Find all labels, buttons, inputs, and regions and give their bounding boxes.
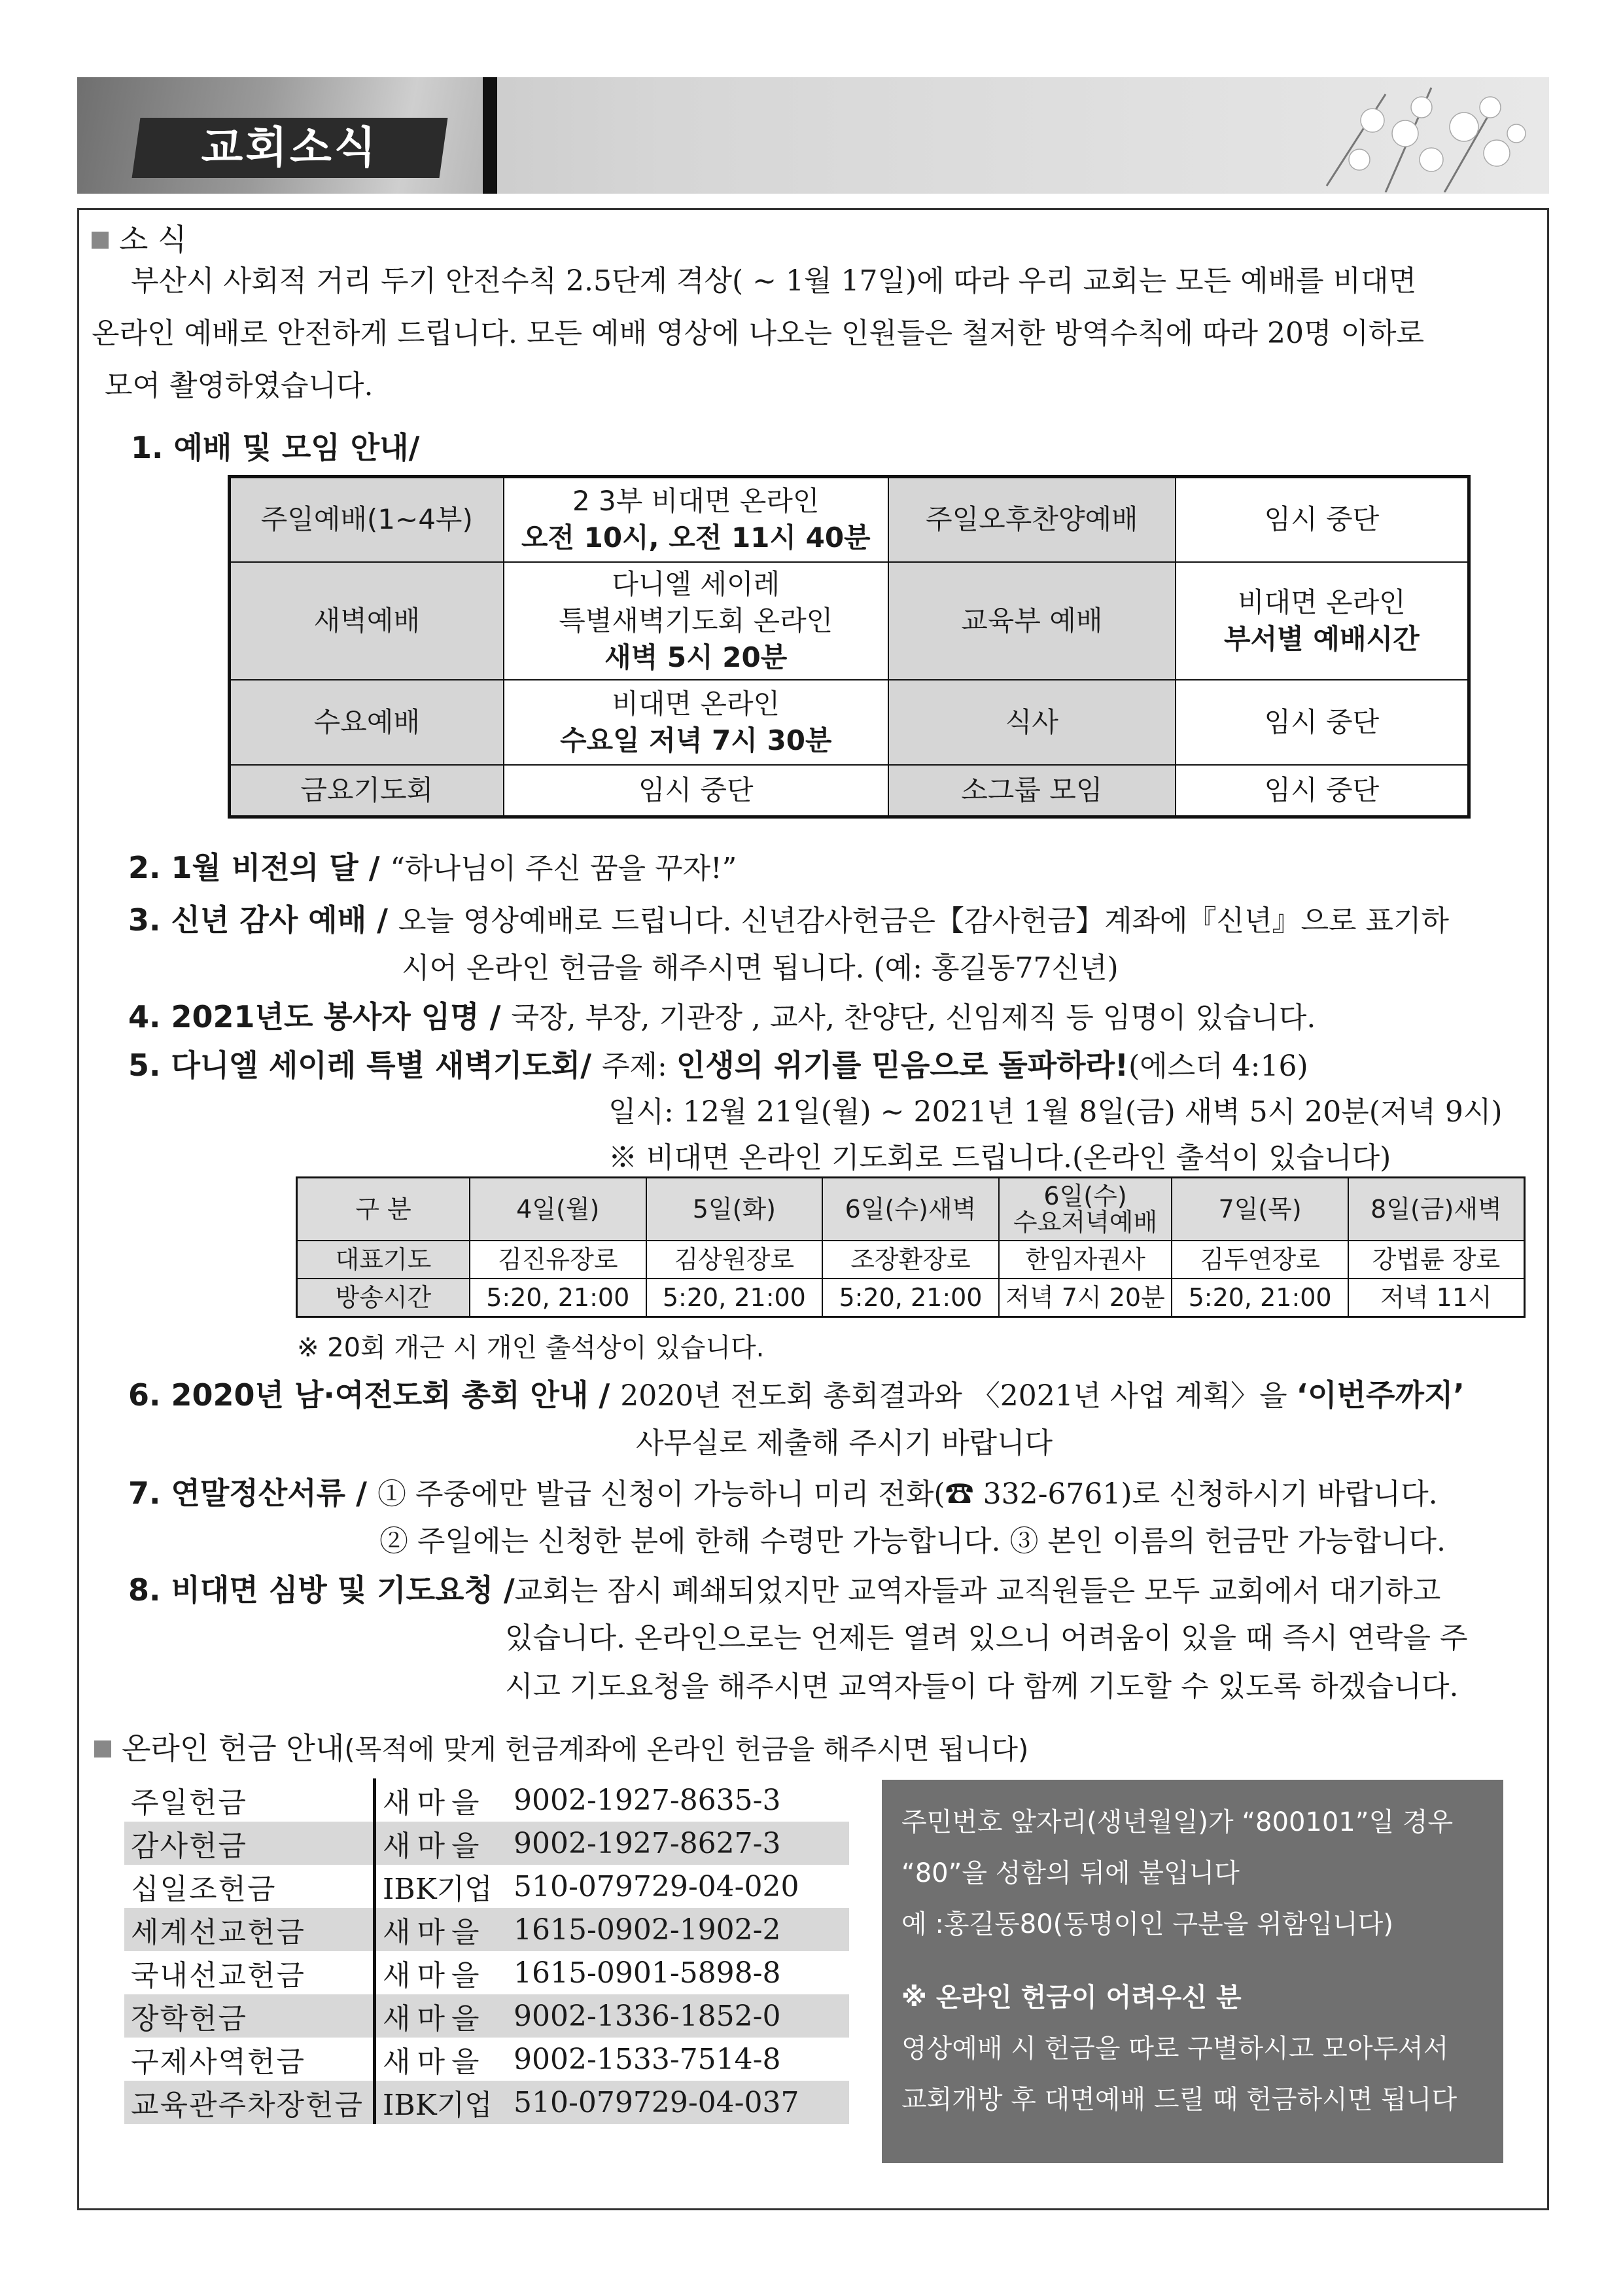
dawn-prayer-table [296,1176,1526,1318]
note-bold-line: ※ 온라인 헌금이 어려우신 분 [901,1983,1242,2013]
giving-account-row [124,1822,849,1865]
schedule-value-cell [1176,477,1469,562]
section-5-theme-ref: (에스더 4:16) [1128,1050,1308,1083]
dawn-cell [822,1279,999,1317]
dawn-cell-text: 5일(화) [692,1195,776,1224]
dawn-cell-text: 김상원장로 [674,1245,795,1274]
section-4-title: 4. 2021년도 봉사자 임명 / [128,999,512,1034]
dawn-cell-text: 5:20, 21:00 [839,1283,983,1312]
schedule-value-cell [1176,680,1469,765]
giving-accounts-table [124,1778,850,2124]
section-7-text-2: ② 주일에는 신청한 분에 한해 수령만 가능합니다. ③ 본인 이름의 헌금만 가능합니다. [379,1525,1446,1558]
schedule-row [230,562,1469,680]
section-5-date: 일시: 12월 21일(월) ~ 2021년 1월 8일(금) 새벽 5시 20분(저녁 9시) [608,1095,1503,1129]
account-bank: 새마을 [383,2045,486,2079]
schedule-value-cell [504,680,888,765]
dawn-cell [999,1279,1172,1317]
schedule-value-cell [1176,765,1469,817]
news-line-2: 온라인 예배로 안전하게 드립니다. 모든 예배 영상에 나오는 인원들은 철저한 방역수칙에 따라 20명 이하로 [92,317,1424,350]
section-2 [128,844,737,892]
section-6-title: 6. 2020년 남·여전도회 총회 안내 / [128,1377,621,1413]
news-heading: 소 식 [119,222,187,257]
header-title: 교회소식 [201,122,379,173]
cell-text: 2 3부 비대면 온라인 [572,485,820,518]
schedule-value-cell [504,562,888,680]
cell-text: 임시 중단 [1264,773,1380,806]
section-8-text-3: 시고 기도요청을 해주시면 교역자들이 다 함께 기도할 수 있도록 하겠습니다. [505,1670,1459,1703]
account-bank: 새마을 [375,1822,508,1865]
account-number: 510-079729-04-020 [514,1869,799,1903]
header-divider-bar [483,77,497,194]
note-line-1: 주민번호 앞자리(생년월일)가 “800101”일 경우 [901,1807,1454,1837]
schedule-label-cell [230,765,504,817]
giving-account-row [124,1908,849,1951]
schedule-label-cell [888,765,1176,817]
dawn-cell-text: 저녁 11시 [1380,1283,1492,1312]
dawn-cell [297,1178,470,1241]
section-2-title: 2. 1월 비전의 달 / [128,850,391,885]
dawn-cell-text: 대표기도 [335,1245,432,1274]
dawn-row [297,1279,1525,1317]
dawn-cell [822,1178,999,1241]
section-3-title: 3. 신년 감사 예배 / [128,902,398,938]
note-line-3: 예 :홍길동80(동명이인 구분을 위함입니다) [901,1909,1393,1939]
cell-text: 비대면 온라인 [1237,586,1406,618]
dawn-cell-text: 한임자권사 [1025,1245,1145,1274]
dawn-cell [1348,1241,1525,1279]
cell-bold-text: 새벽 5시 20분 [604,641,788,673]
dawn-cell [1172,1241,1348,1279]
cell-text: 주일예배(1~4부) [260,503,473,536]
dawn-cell [999,1241,1172,1279]
schedule-value-cell [1176,562,1469,680]
account-name: 국내선교헌금 [124,1951,375,1994]
section-3-text-2: 시어 온라인 헌금을 해주시면 됩니다. (예: 홍길동77신년) [402,951,1119,985]
dawn-table-footnote: ※ 20회 개근 시 개인 출석상이 있습니다. [297,1333,765,1363]
schedule-row [230,477,1469,562]
schedule-label-cell [888,562,1176,680]
dawn-cell-text: 4일(월) [516,1195,600,1224]
account-name: 주일헌금 [124,1778,375,1822]
account-bank: 새마을 [383,1959,486,1992]
news-line-1: 부산시 사회적 거리 두기 안전수칙 2.5단계 격상( ~ 1월 17일)에 따라 우리 교회는 모든 예배를 비대면 [131,264,1417,298]
section-4 [128,993,1316,1042]
dawn-cell-text: 수요저녁예배 [1013,1208,1158,1237]
section-3-text: 오늘 영상예배로 드립니다. 신년감사헌금은【감사헌금】계좌에『신년』으로 표기하 [398,904,1450,938]
account-bank: 새마을 [383,1786,486,1820]
dawn-cell-text: 김진유장로 [497,1245,618,1274]
dawn-row [297,1241,1525,1279]
schedule-row [230,680,1469,765]
cell-bold-text: 오전 10시, 오전 11시 40분 [521,521,871,554]
cell-bold-text: 부서별 예배시간 [1224,622,1420,655]
dawn-cell [646,1178,823,1241]
dawn-cell [470,1279,646,1317]
dawn-cell-text: 5:20, 21:00 [662,1283,806,1312]
account-bank: 새마을 [375,1994,508,2038]
news-line-3: 모여 촬영하였습니다. [105,369,374,402]
account-number: 9002-1927-8627-3 [507,1822,849,1865]
dawn-cell [470,1178,646,1241]
dawn-cell-text: 8일(금)새벽 [1370,1195,1502,1224]
schedule-value-cell [504,765,888,817]
section-8-title: 8. 비대면 심방 및 기도요청 / [128,1572,515,1608]
dawn-cell-text: 5:20, 21:00 [1188,1283,1332,1312]
note-line-5: 교회개방 후 대면예배 드릴 때 헌금하시면 됩니다 [901,2085,1457,2115]
dawn-cell [1172,1178,1348,1241]
dawn-cell [470,1241,646,1279]
cell-text: 주일오후찬양예배 [926,503,1138,536]
section-8 [128,1566,1440,1615]
account-number: 1615-0902-1902-2 [507,1908,849,1951]
section-5-theme-label: 주제: [602,1050,676,1083]
account-name: 교육관주차장헌금 [124,2081,375,2124]
dawn-cell-text: 방송시간 [335,1283,432,1312]
section-4-text: 국장, 부장, 기관장 , 교사, 찬양단, 신임제직 등 임명이 있습니다. [511,1001,1316,1034]
giving-account-row [124,1994,849,2038]
dawn-cell [822,1241,999,1279]
account-bank: 새마을 [375,1908,508,1951]
account-bank: IBK기업 [383,1873,493,1906]
cell-text: 다니엘 세이레 [612,567,780,600]
dawn-cell-text: 6일(수) [1043,1182,1127,1210]
section-3 [128,896,1449,945]
section-7-title: 7. 연말정산서류 / [128,1475,377,1511]
giving-account-row [124,1951,849,1994]
dawn-cell-text: 7일(목) [1218,1195,1302,1224]
section-5-theme: 인생의 위기를 믿음으로 돌파하라! [676,1048,1128,1083]
dawn-header-row [297,1178,1525,1241]
dawn-cell-text: 김두연장로 [1200,1245,1320,1274]
square-bullet-icon [94,1740,111,1757]
dawn-cell-text: 5:20, 21:00 [486,1283,630,1312]
account-name: 장학헌금 [124,1994,375,2038]
section-6-text: 2020년 전도회 총회결과와 〈2021년 사업 계획〉을 [620,1379,1297,1413]
dawn-cell [297,1279,470,1317]
square-bullet-icon [92,232,109,249]
schedule-label-cell [230,562,504,680]
account-number: 510-079729-04-037 [507,2081,849,2124]
section-8-text-2: 있습니다. 온라인으로는 언제든 열려 있으니 어려움이 있을 때 즉시 연락을 주 [505,1621,1468,1655]
schedule-label-cell [230,477,504,562]
cell-text: 비대면 온라인 [612,687,780,720]
schedule-label-cell [230,680,504,765]
cell-text: 임시 중단 [1264,705,1380,738]
section-5-note: ※ 비대면 온라인 기도회로 드립니다.(온라인 출석이 있습니다) [608,1141,1391,1174]
dawn-cell [1348,1178,1525,1241]
dawn-cell-text: 강법륜 장로 [1372,1245,1501,1274]
dawn-cell [646,1279,823,1317]
schedule-label-cell [888,680,1176,765]
account-number: 1615-0901-5898-8 [514,1956,781,1990]
giving-heading-row [94,1725,1028,1773]
dawn-cell-text: 저녁 7시 20분 [1005,1283,1165,1312]
worship-schedule-table [228,475,1471,819]
cell-text: 특별새벽기도회 온라인 [559,604,833,637]
schedule-label-cell [888,477,1176,562]
giving-account-row [124,1778,849,1822]
account-bank: IBK기업 [375,2081,508,2124]
section-2-text: “하나님이 주신 꿈을 꾸자!” [390,852,737,885]
account-number: 9002-1336-1852-0 [507,1994,849,2038]
giving-note-box [882,1780,1503,2163]
page-header [77,77,1549,194]
account-name: 구제사역헌금 [124,2038,375,2081]
flower-decoration [1300,81,1536,192]
dawn-cell [297,1241,470,1279]
cell-text: 금요기도회 [300,773,434,806]
dawn-cell-text: 조장환장로 [850,1245,971,1274]
schedule-row [230,765,1469,817]
dawn-cell-text: 6일(수)새벽 [845,1195,977,1224]
giving-account-row [124,1865,849,1908]
giving-account-row [124,2038,849,2081]
account-name: 십일조헌금 [124,1865,375,1908]
giving-account-row [124,2081,849,2124]
cell-text: 임시 중단 [1264,503,1380,536]
section-7-text: ① 주중에만 발급 신청이 가능하니 미리 전화(☎ 332-6761)로 신청하시기 바랍니다. [377,1477,1438,1511]
giving-heading-note: (목적에 맞게 헌금계좌에 온라인 헌금을 해주시면 됩니다) [344,1733,1029,1765]
header-title-box [132,118,448,178]
section-6-emphasis: ‘이번주까지’ [1296,1377,1465,1413]
section-7 [128,1470,1438,1518]
section-6-text-2: 사무실로 제출해 주시기 바랍니다 [636,1426,1053,1460]
account-number: 9002-1533-7514-8 [514,2042,781,2076]
note-line-2: “80”을 성함의 뒤에 붙입니다 [901,1858,1240,1888]
section-8-text: 교회는 잠시 폐쇄되었지만 교역자들과 교직원들은 모두 교회에서 대기하고 [514,1574,1441,1608]
dawn-cell-text: 구 분 [355,1195,411,1224]
giving-heading: 온라인 헌금 안내 [122,1731,345,1766]
dawn-cell [1348,1279,1525,1317]
section-5 [128,1042,1308,1090]
cell-text: 교육부 예배 [961,604,1103,637]
dawn-cell [1172,1279,1348,1317]
note-line-4: 영상예배 시 헌금을 따로 구별하시고 모아두셔서 [901,2034,1449,2064]
account-name: 감사헌금 [124,1822,375,1865]
account-name: 세계선교헌금 [124,1908,375,1951]
account-number: 9002-1927-8635-3 [514,1783,781,1817]
cell-text: 소그룹 모임 [961,773,1103,806]
cell-text: 식사 [1005,705,1058,738]
section-1-heading: 1. 예배 및 모임 안내/ [131,430,420,465]
news-heading-row [92,216,187,264]
cell-text: 임시 중단 [638,773,754,806]
cell-bold-text: 수요일 저녁 7시 30분 [559,724,832,756]
section-5-title: 5. 다니엘 세이레 특별 새벽기도회/ [128,1048,602,1083]
schedule-value-cell [504,477,888,562]
cell-text: 새벽예배 [313,604,420,637]
cell-text: 수요예배 [313,705,420,738]
dawn-cell [999,1178,1172,1241]
dawn-cell [646,1241,823,1279]
section-6 [128,1371,1465,1420]
